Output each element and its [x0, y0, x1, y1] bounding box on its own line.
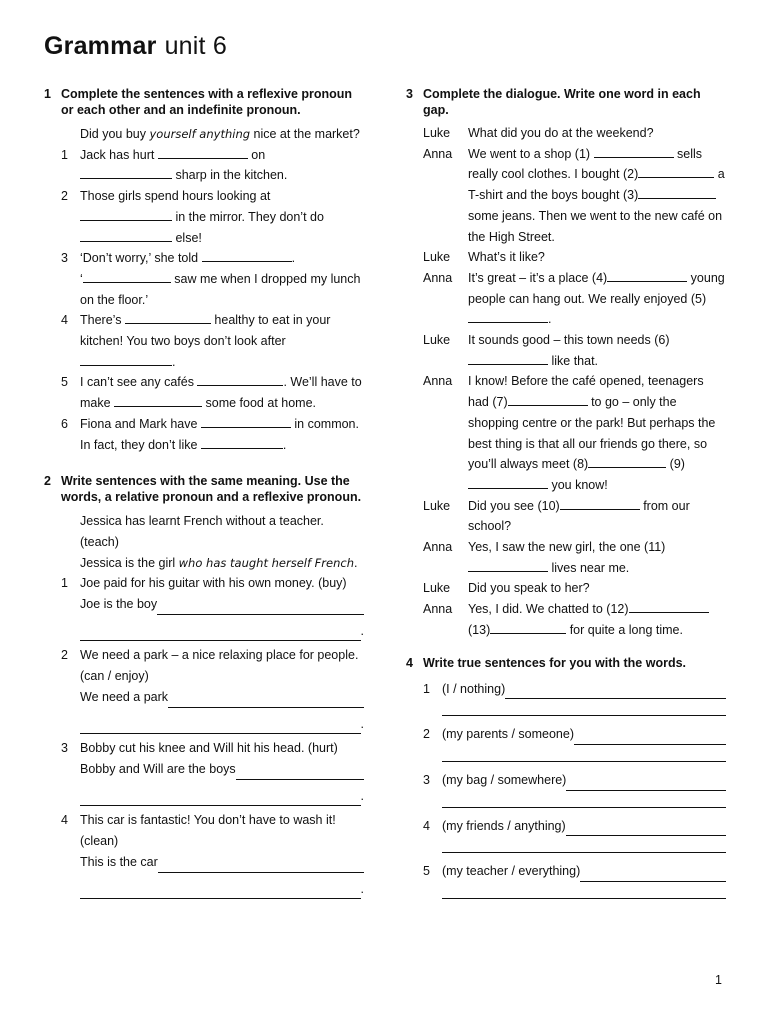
exercise-number: 1	[44, 87, 51, 101]
answer-line[interactable]	[505, 686, 726, 699]
speaker: Anna	[423, 602, 453, 617]
answer-line[interactable]	[158, 860, 364, 873]
dialogue-line: Luke It sounds good – this town needs (6) like that.	[423, 330, 726, 371]
list-item: 1 Jack has hurt on sharp in the kitchen.	[61, 147, 288, 183]
list-item: 2 We need a park – a nice relaxing place for people. (can / enjoy) We need a park .	[61, 645, 364, 738]
answer-line[interactable]	[580, 869, 726, 882]
answer-gap[interactable]	[468, 352, 548, 365]
answer-line[interactable]	[442, 749, 726, 762]
exercise-instruction: Write true sentences for you with the words.	[423, 655, 687, 670]
answer-gap[interactable]	[468, 310, 548, 323]
answer-gap[interactable]	[629, 600, 709, 613]
example-answer: who has taught herself French	[178, 555, 354, 570]
exercise-instruction: Write sentences with the same meaning. Use the words, a relative pronoun and a reflexive pronoun.	[61, 474, 362, 505]
exercise-instruction: Complete the dialogue. Write one word in each gap.	[423, 87, 701, 117]
answer-line[interactable]	[566, 823, 726, 836]
answer-gap[interactable]	[560, 497, 640, 510]
answer-gap[interactable]	[80, 208, 172, 221]
answer-line[interactable]	[168, 695, 364, 708]
list-item: 4 There’s healthy to eat in your kitchen! You two boys don’t look after .	[61, 313, 331, 369]
list-item: 1 Joe paid for his guitar with his own money. (buy) Joe is the boy .	[61, 573, 364, 645]
right-column	[406, 86, 726, 907]
answer-line[interactable]	[80, 886, 361, 899]
answer-gap[interactable]	[490, 621, 566, 634]
answer-gap[interactable]	[594, 145, 674, 158]
answer-gap[interactable]	[80, 353, 172, 366]
example-item: Did you buy yourself anything nice at the market?	[80, 127, 360, 141]
speaker: Anna	[423, 374, 453, 389]
list-item: 6 Fiona and Mark have in common. In fact, they don’t like .	[61, 416, 359, 452]
dialogue-line: Anna It’s great – it’s a place (4) young people can hang out. We really enjoyed (5).	[423, 268, 726, 330]
dialogue-line: Anna I know! Before the café opened, teenagers had (7) to go – only the shopping centre or the park! But perhaps the best thing is that all our friends go there, so you’ll always meet (8) (9) you know!	[423, 371, 726, 495]
list-item: 3 (my bag / somewhere)	[423, 770, 726, 816]
answer-line[interactable]	[80, 721, 361, 734]
list-item: 1 (I / nothing)	[423, 679, 726, 725]
speaker: Luke	[423, 126, 451, 140]
answer-line[interactable]	[157, 602, 364, 615]
answer-gap[interactable]	[607, 269, 687, 282]
answer-gap[interactable]	[638, 186, 716, 199]
dialogue-line: Anna Yes, I saw the new girl, the one (11) lives near me.	[423, 537, 726, 578]
dialogue-line: Luke What did you do at the weekend?	[423, 123, 726, 144]
speaker: Luke	[423, 333, 451, 348]
answer-gap[interactable]	[114, 394, 202, 407]
exercise-4: 4 Write true sentences for you with the words. 1 (I / nothing) 2 (my parents / someone) 3 (my bag / somewhere) 4 (my friends / anything) 5 (my teacher / everything)	[406, 655, 726, 908]
left-column	[44, 86, 364, 903]
title-unit: unit 6	[164, 32, 227, 60]
dialogue-line: Luke Did you see (10) from our school?	[423, 496, 726, 537]
speaker: Luke	[423, 250, 451, 265]
page-title	[44, 32, 227, 61]
answer-line[interactable]	[442, 886, 726, 899]
answer-gap[interactable]	[80, 229, 172, 242]
list-item: 4 This car is fantastic! You don’t have to wash it! (clean) This is the car .	[61, 810, 364, 903]
list-item: 5 I can’t see any cafés . We’ll have to make some food at home.	[61, 375, 362, 411]
speaker: Anna	[423, 540, 453, 555]
answer-gap[interactable]	[468, 476, 548, 489]
answer-line[interactable]	[442, 703, 726, 716]
answer-gap[interactable]	[588, 455, 666, 468]
exercise-1	[44, 86, 364, 455]
answer-gap[interactable]	[201, 415, 291, 428]
list-item: 2 Those girls spend hours looking at in the mirror. They don’t do else!	[61, 189, 324, 245]
answer-gap[interactable]	[197, 373, 283, 386]
answer-line[interactable]	[236, 767, 364, 780]
answer-gap[interactable]	[508, 393, 588, 406]
speaker: Anna	[423, 270, 453, 285]
dialogue-line: Anna We went to a shop (1) sells really cool clothes. I bought (2) a T-shirt and the boys bought (3) some jeans. Then we went to the new café on the High Street.	[423, 144, 726, 248]
exercise-2: 2 Write sentences with the same meaning. Use the words, a relative pronoun and a reflexive pronoun. Jessica has learnt French without a teacher. (teach) Jessica is the girl who has taught herself French. 1 Joe paid for his guitar with his own money. (buy) Joe is the boy . 2 We need a park – a nice relaxing place for people. (can / enjoy) We need a park . 3 Bobby cut his knee and Will hit his head. (hurt) Bobby and Will are the boys . 4 This car is fantastic! You don’t have to wash it! (clean) This is the car .	[44, 473, 364, 903]
dialogue-line: Luke Did you speak to her?	[423, 578, 726, 599]
list-item: 5 (my teacher / everything)	[423, 861, 726, 907]
list-item: 3 ‘Don’t worry,’ she told . ‘ saw me when I dropped my lunch on the floor.’	[61, 251, 361, 307]
speaker: Anna	[423, 146, 453, 161]
example-answer: yourself anything	[149, 127, 251, 141]
answer-line[interactable]	[442, 795, 726, 808]
speaker: Luke	[423, 498, 451, 513]
answer-gap[interactable]	[83, 270, 171, 283]
answer-gap[interactable]	[202, 249, 292, 262]
answer-gap[interactable]	[468, 559, 548, 572]
dialogue-line: Anna Yes, I did. We chatted to (12) (13) for quite a long time.	[423, 599, 726, 640]
example-item: Jessica has learnt French without a teacher. (teach) Jessica is the girl who has taught herself French.	[80, 514, 358, 570]
dialogue-line: Luke What’s it like?	[423, 247, 726, 268]
dialogue	[423, 123, 726, 641]
answer-gap[interactable]	[201, 436, 283, 449]
list-item: 4 (my friends / anything)	[423, 816, 726, 862]
answer-gap[interactable]	[125, 311, 211, 324]
answer-line[interactable]	[574, 732, 726, 745]
exercise-3: 3 Complete the dialogue. Write one word in each gap. Luke What did you do at the weekend? Anna We went to a shop (1) sells really cool clothes. I bought (2) a T-shirt and the boys bought (3) some jeans. Then we went to the new café on the High Street. Luke What’s it like? Anna It’s great – it’s a place (4) young people can hang out. We really enjoyed (5). Luke It sounds good – this town needs (6) like that. Anna I know! Before the café opened, teenagers had (7) to go – only the shopping centre or the park! But perhaps the best thing is that all our friends go there, so you’ll always meet (8) (9) you know! Luke Did you see (10) from our school? Anna Yes, I saw the new girl, the one (11) lives near me. Luke Did you speak to her? Anna Yes, I did. We chatted to (12) (13) for quite a long time.	[406, 86, 726, 641]
exercise-instruction: Complete the sentences with a reflexive pronoun or each other and an indefinite pronoun.	[61, 87, 353, 117]
list-item: 2 (my parents / someone)	[423, 724, 726, 770]
page-number: 1	[715, 973, 722, 987]
speaker: Luke	[423, 581, 451, 596]
answer-gap[interactable]	[158, 146, 248, 159]
answer-line[interactable]	[442, 840, 726, 853]
answer-gap[interactable]	[80, 166, 172, 179]
answer-line[interactable]	[566, 778, 726, 791]
title-bold: Grammar	[44, 32, 157, 60]
answer-line[interactable]	[80, 628, 361, 641]
answer-gap[interactable]	[638, 165, 714, 178]
answer-line[interactable]	[80, 793, 361, 806]
list-item: 3 Bobby cut his knee and Will hit his head. (hurt) Bobby and Will are the boys .	[61, 738, 364, 810]
